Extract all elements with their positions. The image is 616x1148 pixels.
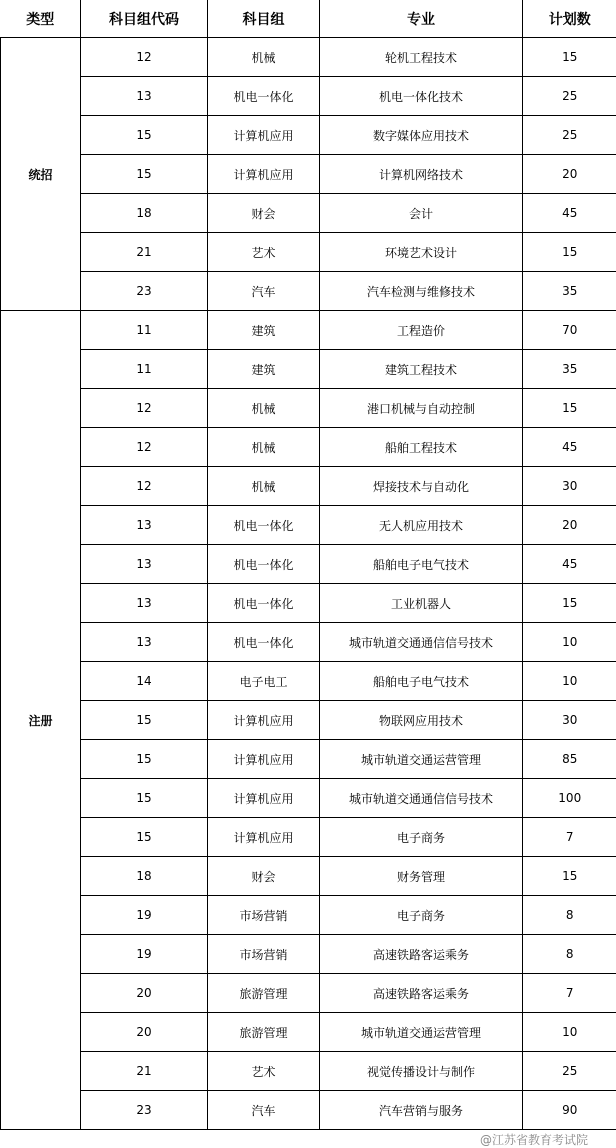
major-cell: 工程造价 bbox=[320, 311, 523, 350]
major-cell: 汽车检测与维修技术 bbox=[320, 272, 523, 311]
table-row bbox=[1, 194, 616, 233]
table-row bbox=[1, 155, 616, 194]
plan-count-cell: 15 bbox=[523, 584, 616, 623]
subject-group-code-cell: 11 bbox=[81, 311, 208, 350]
subject-group-code-cell: 12 bbox=[81, 467, 208, 506]
table-row bbox=[1, 1052, 616, 1091]
subject-group-cell: 计算机应用 bbox=[208, 155, 320, 194]
table-row bbox=[1, 701, 616, 740]
subject-group-cell: 机电一体化 bbox=[208, 623, 320, 662]
plan-count-cell: 90 bbox=[523, 1091, 616, 1130]
table-row bbox=[1, 350, 616, 389]
subject-group-cell: 机电一体化 bbox=[208, 545, 320, 584]
subject-group-cell: 机械 bbox=[208, 389, 320, 428]
subject-group-code-cell: 15 bbox=[81, 740, 208, 779]
plan-count-cell: 35 bbox=[523, 350, 616, 389]
subject-group-code-cell: 15 bbox=[81, 701, 208, 740]
plan-count-cell: 100 bbox=[523, 779, 616, 818]
subject-group-code-cell: 20 bbox=[81, 1013, 208, 1052]
subject-group-code-cell: 12 bbox=[81, 389, 208, 428]
major-cell: 视觉传播设计与制作 bbox=[320, 1052, 523, 1091]
subject-group-cell: 机械 bbox=[208, 467, 320, 506]
subject-group-cell: 汽车 bbox=[208, 1091, 320, 1130]
subject-group-code-cell: 15 bbox=[81, 155, 208, 194]
table-row bbox=[1, 77, 616, 116]
table-row bbox=[1, 428, 616, 467]
table-row bbox=[1, 545, 616, 584]
major-cell: 建筑工程技术 bbox=[320, 350, 523, 389]
subject-group-cell: 计算机应用 bbox=[208, 701, 320, 740]
plan-count-cell: 7 bbox=[523, 974, 616, 1013]
subject-group-code-cell: 19 bbox=[81, 896, 208, 935]
subject-group-cell: 机电一体化 bbox=[208, 506, 320, 545]
plan-count-cell: 70 bbox=[523, 311, 616, 350]
subject-group-code-cell: 13 bbox=[81, 506, 208, 545]
plan-count-cell: 30 bbox=[523, 467, 616, 506]
header-type: 类型 bbox=[1, 0, 81, 38]
watermark-text: @江苏省教育考试院 bbox=[480, 1131, 588, 1148]
major-cell: 船舶工程技术 bbox=[320, 428, 523, 467]
plan-count-cell: 20 bbox=[523, 155, 616, 194]
table-row bbox=[1, 974, 616, 1013]
major-cell: 电子商务 bbox=[320, 818, 523, 857]
major-cell: 财务管理 bbox=[320, 857, 523, 896]
table-row bbox=[1, 506, 616, 545]
type-cell: 统招 bbox=[1, 38, 81, 311]
subject-group-cell: 机械 bbox=[208, 428, 320, 467]
major-cell: 轮机工程技术 bbox=[320, 38, 523, 77]
subject-group-code-cell: 13 bbox=[81, 584, 208, 623]
plan-count-cell: 45 bbox=[523, 428, 616, 467]
subject-group-cell: 财会 bbox=[208, 194, 320, 233]
header-plan-count: 计划数 bbox=[523, 0, 616, 38]
major-cell: 计算机网络技术 bbox=[320, 155, 523, 194]
major-cell: 会计 bbox=[320, 194, 523, 233]
subject-group-code-cell: 18 bbox=[81, 857, 208, 896]
plan-count-cell: 15 bbox=[523, 389, 616, 428]
subject-group-code-cell: 11 bbox=[81, 350, 208, 389]
subject-group-cell: 市场营销 bbox=[208, 935, 320, 974]
subject-group-code-cell: 13 bbox=[81, 77, 208, 116]
major-cell: 船舶电子电气技术 bbox=[320, 662, 523, 701]
table-row bbox=[1, 818, 616, 857]
subject-group-cell: 建筑 bbox=[208, 350, 320, 389]
table-row bbox=[1, 116, 616, 155]
type-cell: 注册 bbox=[1, 311, 81, 1130]
subject-group-code-cell: 18 bbox=[81, 194, 208, 233]
table-row bbox=[1, 623, 616, 662]
plan-count-cell: 15 bbox=[523, 38, 616, 77]
major-cell: 环境艺术设计 bbox=[320, 233, 523, 272]
subject-group-code-cell: 12 bbox=[81, 428, 208, 467]
subject-group-cell: 机电一体化 bbox=[208, 584, 320, 623]
major-cell: 港口机械与自动控制 bbox=[320, 389, 523, 428]
subject-group-cell: 建筑 bbox=[208, 311, 320, 350]
plan-count-cell: 20 bbox=[523, 506, 616, 545]
subject-group-cell: 艺术 bbox=[208, 1052, 320, 1091]
major-cell: 汽车营销与服务 bbox=[320, 1091, 523, 1130]
subject-group-cell: 财会 bbox=[208, 857, 320, 896]
subject-group-cell: 机械 bbox=[208, 38, 320, 77]
header-subject-group: 科目组 bbox=[208, 0, 320, 38]
table-row bbox=[1, 272, 616, 311]
subject-group-code-cell: 12 bbox=[81, 38, 208, 77]
table-row bbox=[1, 233, 616, 272]
header-subject-group-code: 科目组代码 bbox=[81, 0, 208, 38]
table-row bbox=[1, 467, 616, 506]
plan-count-cell: 45 bbox=[523, 545, 616, 584]
subject-group-code-cell: 21 bbox=[81, 1052, 208, 1091]
plan-count-cell: 10 bbox=[523, 662, 616, 701]
subject-group-code-cell: 19 bbox=[81, 935, 208, 974]
plan-count-cell: 10 bbox=[523, 623, 616, 662]
subject-group-cell: 旅游管理 bbox=[208, 974, 320, 1013]
subject-group-cell: 电子电工 bbox=[208, 662, 320, 701]
subject-group-cell: 旅游管理 bbox=[208, 1013, 320, 1052]
plan-count-cell: 7 bbox=[523, 818, 616, 857]
table-row bbox=[1, 389, 616, 428]
major-cell: 无人机应用技术 bbox=[320, 506, 523, 545]
major-cell: 城市轨道交通通信信号技术 bbox=[320, 623, 523, 662]
subject-group-cell: 计算机应用 bbox=[208, 740, 320, 779]
subject-group-cell: 计算机应用 bbox=[208, 818, 320, 857]
subject-group-cell: 计算机应用 bbox=[208, 116, 320, 155]
table-row bbox=[1, 584, 616, 623]
table-header-row bbox=[1, 0, 616, 38]
table-body bbox=[1, 38, 616, 1130]
major-cell: 高速铁路客运乘务 bbox=[320, 974, 523, 1013]
plan-count-cell: 25 bbox=[523, 77, 616, 116]
header-major: 专业 bbox=[320, 0, 523, 38]
plan-count-cell: 8 bbox=[523, 896, 616, 935]
major-cell: 机电一体化技术 bbox=[320, 77, 523, 116]
subject-group-code-cell: 23 bbox=[81, 272, 208, 311]
subject-group-cell: 计算机应用 bbox=[208, 779, 320, 818]
plan-count-cell: 35 bbox=[523, 272, 616, 311]
major-cell: 焊接技术与自动化 bbox=[320, 467, 523, 506]
subject-group-cell: 艺术 bbox=[208, 233, 320, 272]
subject-group-code-cell: 14 bbox=[81, 662, 208, 701]
plan-count-cell: 45 bbox=[523, 194, 616, 233]
subject-group-code-cell: 13 bbox=[81, 623, 208, 662]
plan-count-cell: 15 bbox=[523, 233, 616, 272]
plan-count-cell: 30 bbox=[523, 701, 616, 740]
table-row bbox=[1, 38, 616, 77]
subject-group-code-cell: 15 bbox=[81, 116, 208, 155]
subject-group-code-cell: 23 bbox=[81, 1091, 208, 1130]
plan-count-cell: 85 bbox=[523, 740, 616, 779]
major-cell: 数字媒体应用技术 bbox=[320, 116, 523, 155]
table-row bbox=[1, 662, 616, 701]
table-row bbox=[1, 311, 616, 350]
major-cell: 船舶电子电气技术 bbox=[320, 545, 523, 584]
plan-count-cell: 15 bbox=[523, 857, 616, 896]
table-row bbox=[1, 935, 616, 974]
subject-group-code-cell: 21 bbox=[81, 233, 208, 272]
major-cell: 城市轨道交通通信信号技术 bbox=[320, 779, 523, 818]
subject-group-code-cell: 20 bbox=[81, 974, 208, 1013]
subject-group-code-cell: 15 bbox=[81, 779, 208, 818]
major-cell: 高速铁路客运乘务 bbox=[320, 935, 523, 974]
subject-group-cell: 汽车 bbox=[208, 272, 320, 311]
major-cell: 城市轨道交通运营管理 bbox=[320, 1013, 523, 1052]
major-cell: 工业机器人 bbox=[320, 584, 523, 623]
major-cell: 电子商务 bbox=[320, 896, 523, 935]
table-row bbox=[1, 1013, 616, 1052]
table-row bbox=[1, 740, 616, 779]
table-row bbox=[1, 857, 616, 896]
subject-group-cell: 机电一体化 bbox=[208, 77, 320, 116]
major-cell: 物联网应用技术 bbox=[320, 701, 523, 740]
subject-group-cell: 市场营销 bbox=[208, 896, 320, 935]
plan-count-cell: 8 bbox=[523, 935, 616, 974]
subject-group-code-cell: 13 bbox=[81, 545, 208, 584]
table-row bbox=[1, 896, 616, 935]
plan-count-cell: 10 bbox=[523, 1013, 616, 1052]
major-cell: 城市轨道交通运营管理 bbox=[320, 740, 523, 779]
table-row bbox=[1, 1091, 616, 1130]
subject-group-code-cell: 15 bbox=[81, 818, 208, 857]
plan-count-cell: 25 bbox=[523, 116, 616, 155]
plan-count-cell: 25 bbox=[523, 1052, 616, 1091]
table-row bbox=[1, 779, 616, 818]
